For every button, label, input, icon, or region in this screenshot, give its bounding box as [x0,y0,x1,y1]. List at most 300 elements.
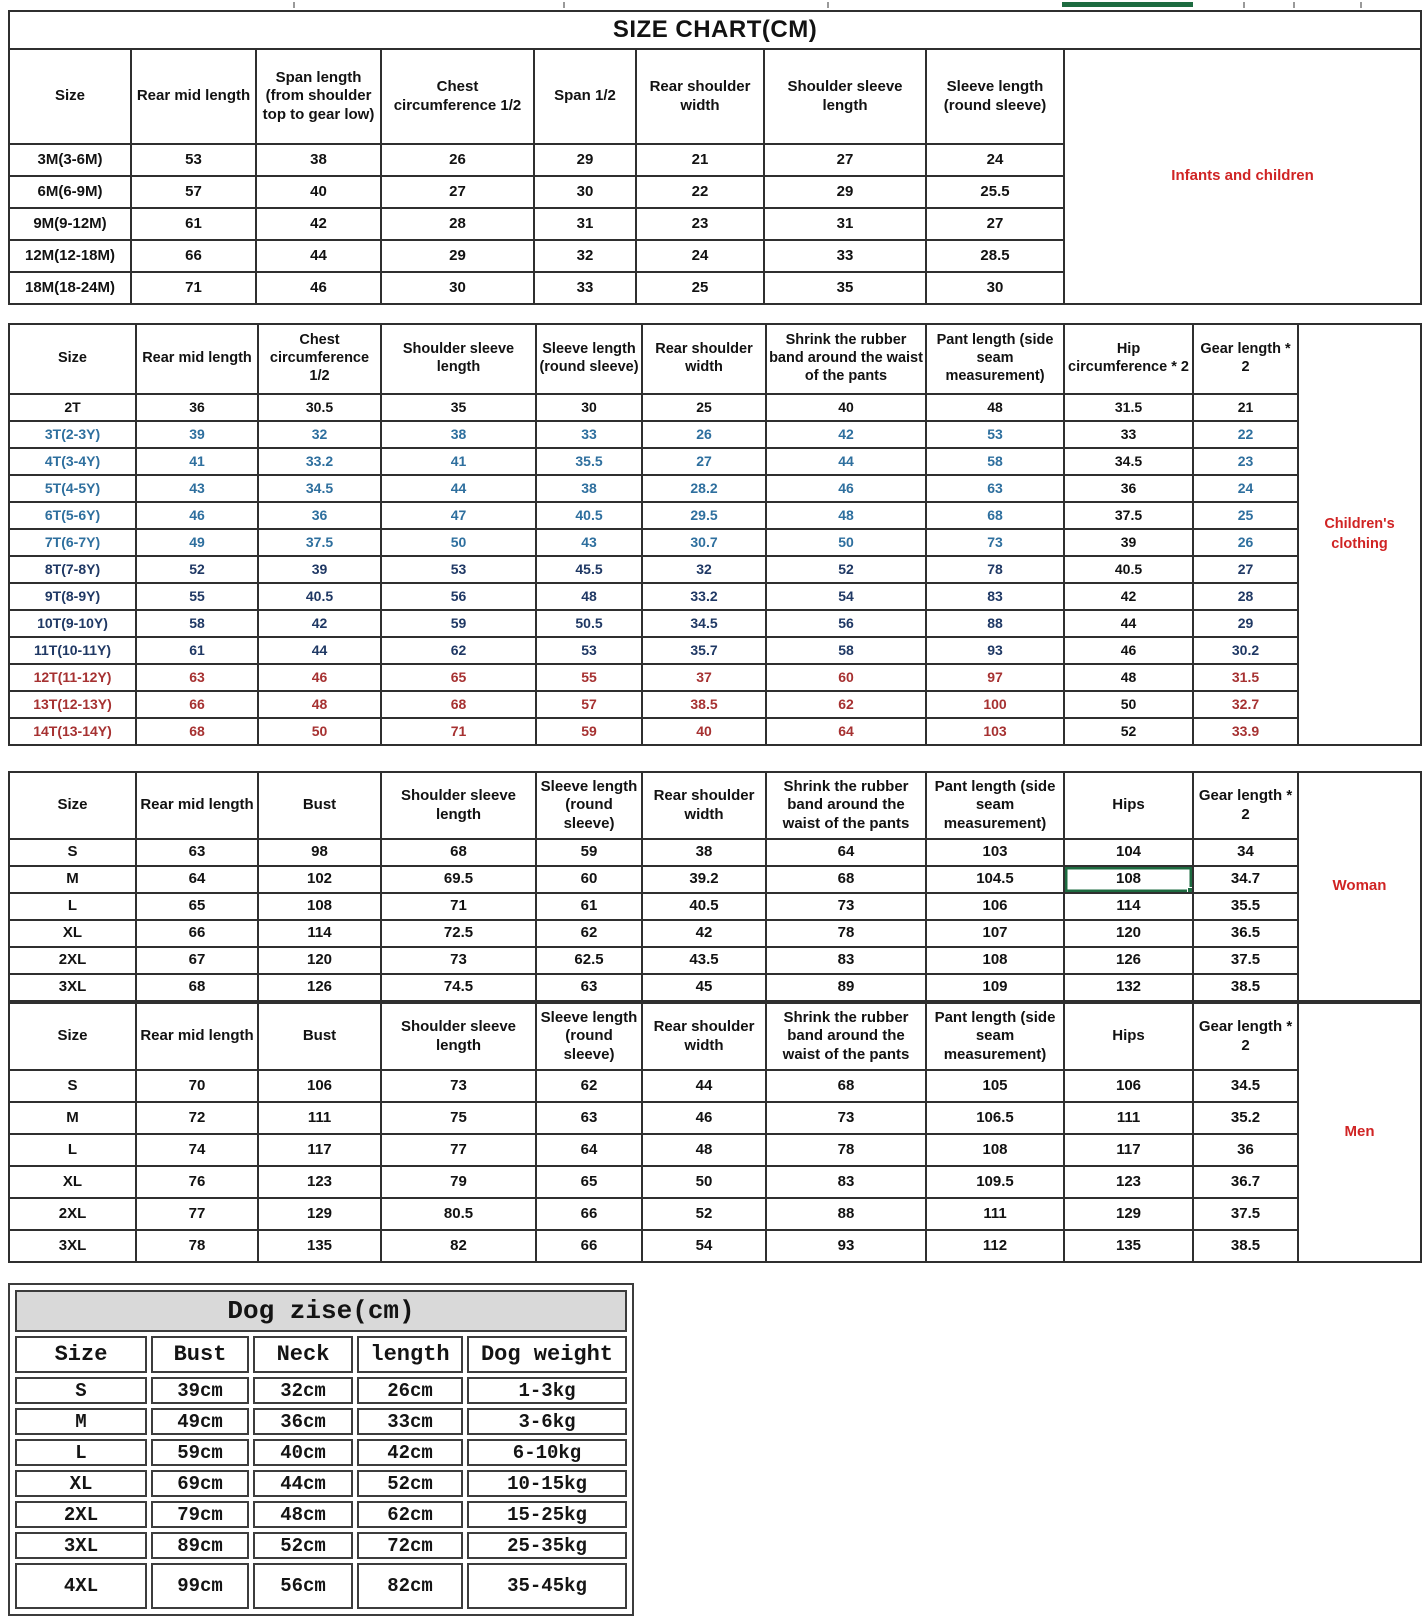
woman-size-table [8,771,1422,1002]
value-cell: 39 [136,421,258,448]
value-cell: 78 [136,1230,258,1262]
value-cell: 108 [258,893,381,920]
table-row [9,718,1421,745]
value-cell: 106 [258,1070,381,1102]
value-cell: 104.5 [926,866,1064,893]
column-header: Pant length (side seam measurement) [926,324,1064,394]
value-cell: 66 [131,240,256,272]
value-cell: 53 [536,637,642,664]
value-cell: 48 [642,1134,766,1166]
value-cell: 28.2 [642,475,766,502]
value-cell: 105 [926,1070,1064,1102]
size-cell: 7T(6-7Y) [9,529,136,556]
value-cell: 30 [381,272,534,304]
table-row [9,839,1421,866]
value-cell: 63 [536,974,642,1001]
value-cell: 41 [381,448,536,475]
value-cell: 65 [536,1166,642,1198]
value-cell: 23 [636,208,764,240]
value-cell: 64 [766,718,926,745]
size-cell: 12M(12-18M) [9,240,131,272]
value-cell: 40.5 [258,583,381,610]
selected-column-indicator [1062,2,1193,7]
value-cell: 50 [766,529,926,556]
value-cell: 78 [926,556,1064,583]
value-cell: 56 [766,610,926,637]
value-cell: 42 [258,610,381,637]
size-cell: 2XL [9,1198,136,1230]
value-cell: 57 [131,176,256,208]
value-cell: 34.5 [642,610,766,637]
infants-size-table [8,10,1422,305]
value-cell: 49 [136,529,258,556]
column-header: Hips [1064,1003,1193,1070]
value-cell: 26 [1193,529,1298,556]
column-header: Hip circumference * 2 [1064,324,1193,394]
value-cell: 27 [381,176,534,208]
value-cell: 26 [642,421,766,448]
value-cell: 62 [536,1070,642,1102]
value-cell: 48 [1064,664,1193,691]
value-cell: 108 [926,947,1064,974]
value-cell: 78 [766,1134,926,1166]
table-row [9,1198,1421,1230]
size-cell: M [15,1408,147,1435]
column-header: length [357,1336,463,1373]
value-cell: 38 [642,839,766,866]
column-header: Shoulder sleeve length [381,772,536,839]
value-cell: 29 [1193,610,1298,637]
column-header: Rear mid length [136,1003,258,1070]
column-boundary-tick [1243,2,1245,8]
value-cell: 50.5 [536,610,642,637]
value-cell: 6-10kg [467,1439,627,1466]
value-cell: 37.5 [258,529,381,556]
value-cell: 23 [1193,448,1298,475]
column-header: Dog weight [467,1336,627,1373]
value-cell: 50 [1064,691,1193,718]
column-header: Rear shoulder width [642,1003,766,1070]
column-header: Rear mid length [136,772,258,839]
value-cell: 44 [258,637,381,664]
value-cell: 27 [1193,556,1298,583]
column-header: Shrink the rubber band around the waist of the pants [766,772,926,839]
value-cell: 35 [764,272,926,304]
size-cell: L [9,893,136,920]
value-cell: 112 [926,1230,1064,1262]
table-row [9,691,1421,718]
value-cell: 111 [926,1198,1064,1230]
value-cell: 58 [926,448,1064,475]
value-cell: 68 [766,1070,926,1102]
column-header: Neck [253,1336,353,1373]
column-header: Shoulder sleeve length [764,49,926,144]
value-cell: 129 [258,1198,381,1230]
value-cell: 126 [258,974,381,1001]
value-cell: 129 [1064,1198,1193,1230]
value-cell: 56 [381,583,536,610]
value-cell: 33.9 [1193,718,1298,745]
column-header: Gear length * 2 [1193,1003,1298,1070]
value-cell: 66 [136,920,258,947]
value-cell: 103 [926,839,1064,866]
column-header: Chest circumference 1/2 [381,49,534,144]
table-row [9,394,1421,421]
value-cell: 63 [136,839,258,866]
value-cell: 52 [642,1198,766,1230]
value-cell: 21 [636,144,764,176]
value-cell: 27 [926,208,1064,240]
value-cell: 34 [1193,839,1298,866]
table-row [15,1470,627,1497]
value-cell: 39 [1064,529,1193,556]
value-cell: 80.5 [381,1198,536,1230]
value-cell: 27 [642,448,766,475]
column-header: Shoulder sleeve length [381,1003,536,1070]
table-title: SIZE CHART(CM) [9,11,1421,49]
value-cell: 123 [258,1166,381,1198]
value-cell: 1-3kg [467,1377,627,1404]
value-cell: 68 [766,866,926,893]
table-row [9,583,1421,610]
value-cell: 45.5 [536,556,642,583]
value-cell: 74 [136,1134,258,1166]
value-cell: 28.5 [926,240,1064,272]
value-cell: 108 [926,1134,1064,1166]
group-label: Men [1298,1003,1421,1262]
value-cell: 41 [136,448,258,475]
table-row [9,974,1421,1001]
value-cell: 44cm [253,1470,353,1497]
value-cell: 25 [636,272,764,304]
value-cell: 29 [381,240,534,272]
value-cell: 26cm [357,1377,463,1404]
value-cell: 37.5 [1193,1198,1298,1230]
value-cell: 126 [1064,947,1193,974]
value-cell: 111 [1064,1102,1193,1134]
value-cell: 43.5 [642,947,766,974]
column-header: Size [9,324,136,394]
size-cell: 9T(8-9Y) [9,583,136,610]
value-cell: 38 [381,421,536,448]
value-cell: 62 [766,691,926,718]
value-cell: 30 [926,272,1064,304]
table-row [15,1439,627,1466]
dog-size-table [11,1286,631,1613]
value-cell: 38.5 [1193,1230,1298,1262]
value-cell: 37.5 [1193,947,1298,974]
size-cell: 13T(12-13Y) [9,691,136,718]
value-cell: 102 [258,866,381,893]
value-cell: 54 [766,583,926,610]
dog-size-table-wrapper [8,1283,634,1616]
value-cell: 61 [536,893,642,920]
value-cell: 73 [766,893,926,920]
value-cell: 114 [1064,893,1193,920]
value-cell: 25-35kg [467,1532,627,1559]
column-header: Span length (from shoulder top to gear low) [256,49,381,144]
value-cell: 38 [256,144,381,176]
value-cell: 55 [136,583,258,610]
size-cell: 2XL [9,947,136,974]
size-cell: 3T(2-3Y) [9,421,136,448]
value-cell: 106 [926,893,1064,920]
value-cell: 36.7 [1193,1166,1298,1198]
value-cell: 33 [764,240,926,272]
table-row [9,664,1421,691]
column-header: Size [9,49,131,144]
value-cell: 68 [136,718,258,745]
value-cell: 62cm [357,1501,463,1528]
table-row [9,1102,1421,1134]
column-header: Size [15,1336,147,1373]
value-cell: 82 [381,1230,536,1262]
value-cell: 29 [534,144,636,176]
value-cell: 65 [136,893,258,920]
value-cell: 50 [381,529,536,556]
value-cell: 31.5 [1064,394,1193,421]
value-cell: 15-25kg [467,1501,627,1528]
group-label: Woman [1298,772,1421,1001]
column-boundary-tick [293,2,295,8]
size-cell: M [9,866,136,893]
column-header: Sleeve length (round sleeve) [536,1003,642,1070]
value-cell: 108 [1064,866,1193,893]
size-cell: 2T [9,394,136,421]
table-row [15,1532,627,1559]
table-row [9,610,1421,637]
value-cell: 35.7 [642,637,766,664]
value-cell: 69.5 [381,866,536,893]
value-cell: 40 [256,176,381,208]
size-cell: 4XL [15,1563,147,1609]
value-cell: 35-45kg [467,1563,627,1609]
value-cell: 28 [1193,583,1298,610]
value-cell: 120 [258,947,381,974]
column-boundary-tick [827,2,829,8]
value-cell: 25.5 [926,176,1064,208]
value-cell: 93 [926,637,1064,664]
value-cell: 52cm [357,1470,463,1497]
size-cell: 4T(3-4Y) [9,448,136,475]
value-cell: 47 [381,502,536,529]
column-header: Pant length (side seam measurement) [926,772,1064,839]
value-cell: 25 [1193,502,1298,529]
value-cell: 25 [642,394,766,421]
value-cell: 36.5 [1193,920,1298,947]
value-cell: 73 [381,1070,536,1102]
value-cell: 135 [258,1230,381,1262]
value-cell: 64 [766,839,926,866]
value-cell: 83 [926,583,1064,610]
size-cell: S [15,1377,147,1404]
value-cell: 50 [258,718,381,745]
table-row [9,920,1421,947]
size-cell: 2XL [15,1501,147,1528]
value-cell: 73 [766,1102,926,1134]
value-cell: 50 [642,1166,766,1198]
value-cell: 65 [381,664,536,691]
value-cell: 10-15kg [467,1470,627,1497]
column-header: Shoulder sleeve length [381,324,536,394]
value-cell: 30.7 [642,529,766,556]
table-row [15,1377,627,1404]
value-cell: 52cm [253,1532,353,1559]
value-cell: 63 [926,475,1064,502]
size-cell: 3XL [9,974,136,1001]
value-cell: 46 [642,1102,766,1134]
size-cell: L [9,1134,136,1166]
value-cell: 22 [1193,421,1298,448]
value-cell: 42 [1064,583,1193,610]
table-row [9,529,1421,556]
column-header: Rear mid length [136,324,258,394]
value-cell: 59 [536,839,642,866]
value-cell: 39 [258,556,381,583]
table-row [9,1134,1421,1166]
value-cell: 55 [536,664,642,691]
value-cell: 109 [926,974,1064,1001]
size-cell: S [9,839,136,866]
value-cell: 30 [534,176,636,208]
children-size-table [8,323,1422,746]
value-cell: 27 [764,144,926,176]
column-header: Gear length * 2 [1193,772,1298,839]
size-cell: 18M(18-24M) [9,272,131,304]
value-cell: 28 [381,208,534,240]
value-cell: 38.5 [642,691,766,718]
value-cell: 52 [1064,718,1193,745]
size-cell: 9M(9-12M) [9,208,131,240]
value-cell: 58 [766,637,926,664]
table-row [15,1408,627,1435]
value-cell: 100 [926,691,1064,718]
value-cell: 93 [766,1230,926,1262]
value-cell: 82cm [357,1563,463,1609]
size-cell: 14T(13-14Y) [9,718,136,745]
value-cell: 46 [258,664,381,691]
value-cell: 39cm [151,1377,249,1404]
value-cell: 74.5 [381,974,536,1001]
size-cell: 6M(6-9M) [9,176,131,208]
column-header: Size [9,1003,136,1070]
value-cell: 26 [381,144,534,176]
value-cell: 40 [642,718,766,745]
size-cell: XL [15,1470,147,1497]
value-cell: 35.2 [1193,1102,1298,1134]
value-cell: 107 [926,920,1064,947]
value-cell: 44 [381,475,536,502]
column-header: Chest circumference 1/2 [258,324,381,394]
value-cell: 68 [381,691,536,718]
column-header: Sleeve length (round sleeve) [536,772,642,839]
value-cell: 42 [256,208,381,240]
column-header: Rear shoulder width [642,324,766,394]
column-boundary-tick [1293,2,1295,8]
value-cell: 66 [536,1198,642,1230]
table-row [9,556,1421,583]
value-cell: 77 [136,1198,258,1230]
value-cell: 64 [136,866,258,893]
value-cell: 33cm [357,1408,463,1435]
column-header: Gear length * 2 [1193,324,1298,394]
table-row [9,475,1421,502]
value-cell: 70 [136,1070,258,1102]
value-cell: 46 [256,272,381,304]
column-header: Sleeve length (round sleeve) [536,324,642,394]
value-cell: 38.5 [1193,974,1298,1001]
value-cell: 31 [534,208,636,240]
value-cell: 32 [534,240,636,272]
size-cell: 3XL [9,1230,136,1262]
value-cell: 54 [642,1230,766,1262]
value-cell: 35.5 [1193,893,1298,920]
table-row [9,893,1421,920]
value-cell: 52 [766,556,926,583]
value-cell: 132 [1064,974,1193,1001]
value-cell: 83 [766,947,926,974]
value-cell: 56cm [253,1563,353,1609]
value-cell: 45 [642,974,766,1001]
value-cell: 40.5 [1064,556,1193,583]
value-cell: 73 [926,529,1064,556]
value-cell: 42 [642,920,766,947]
value-cell: 58 [136,610,258,637]
table-row [9,1166,1421,1198]
value-cell: 106.5 [926,1102,1064,1134]
value-cell: 114 [258,920,381,947]
value-cell: 21 [1193,394,1298,421]
table-row [15,1563,627,1609]
column-header: Shrink the rubber band around the waist of the pants [766,324,926,394]
value-cell: 71 [381,718,536,745]
column-header: Bust [258,772,381,839]
value-cell: 34.5 [1064,448,1193,475]
value-cell: 67 [136,947,258,974]
value-cell: 62.5 [536,947,642,974]
value-cell: 33.2 [642,583,766,610]
table-row [15,1501,627,1528]
value-cell: 60 [536,866,642,893]
value-cell: 103 [926,718,1064,745]
value-cell: 72cm [357,1532,463,1559]
value-cell: 72.5 [381,920,536,947]
value-cell: 37.5 [1064,502,1193,529]
value-cell: 68 [381,839,536,866]
column-header: Bust [151,1336,249,1373]
value-cell: 72 [136,1102,258,1134]
value-cell: 35 [381,394,536,421]
value-cell: 89 [766,974,926,1001]
value-cell: 73 [381,947,536,974]
value-cell: 40 [766,394,926,421]
value-cell: 24 [926,144,1064,176]
value-cell: 97 [926,664,1064,691]
value-cell: 64 [536,1134,642,1166]
table-row [9,947,1421,974]
value-cell: 24 [1193,475,1298,502]
value-cell: 117 [1064,1134,1193,1166]
value-cell: 66 [536,1230,642,1262]
group-label: Infants and children [1064,49,1421,304]
value-cell: 33 [1064,421,1193,448]
value-cell: 34.5 [258,475,381,502]
value-cell: 104 [1064,839,1193,866]
value-cell: 61 [131,208,256,240]
value-cell: 24 [636,240,764,272]
value-cell: 31.5 [1193,664,1298,691]
value-cell: 46 [1064,637,1193,664]
